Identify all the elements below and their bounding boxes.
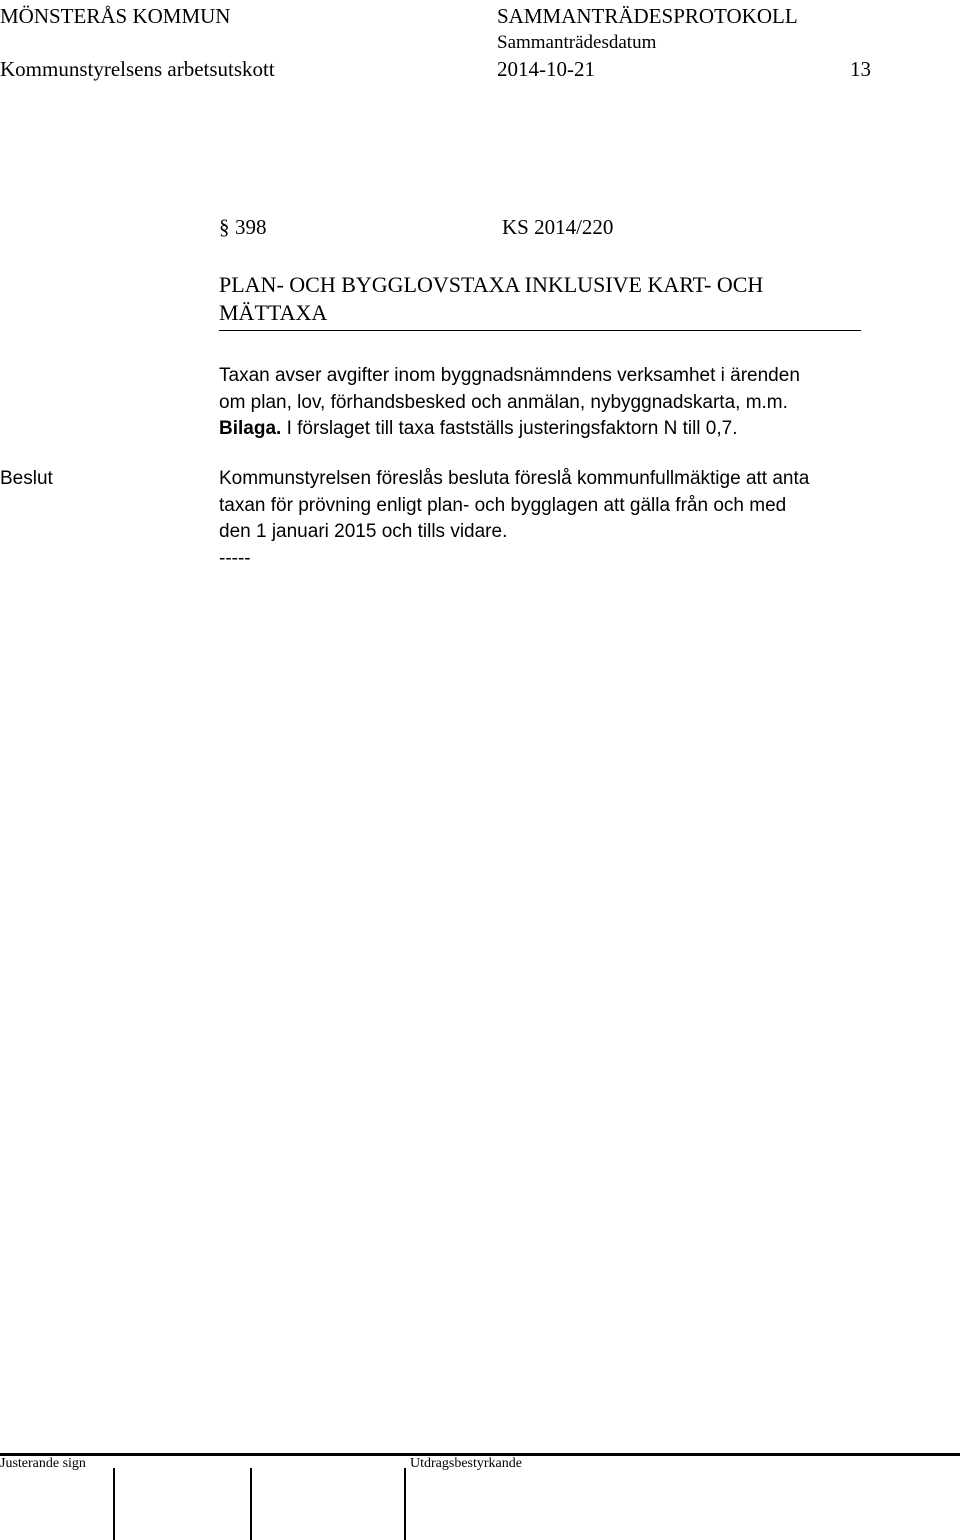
case-number: KS 2014/220 [502, 215, 614, 239]
attachment-text: I förslaget till taxa fastställs justeringsfaktorn N till 0,7. [286, 418, 738, 439]
section-title: PLAN- OCH BYGGLOVSTAXA INKLUSIVE KART- OCH MÄTTAXA [219, 272, 764, 325]
organization-name: MÖNSTERÅS KOMMUN [0, 4, 231, 28]
committee-name: Kommunstyrelsens arbetsutskott [0, 57, 275, 81]
decision-line: taxan för prövning enligt plan- och bygglagen att gälla från och med [219, 494, 787, 516]
signature-label: Justerande sign [0, 1456, 86, 1471]
signature-box-divider [113, 1468, 115, 1540]
meeting-date: 2014-10-21 [497, 57, 595, 81]
decision-text [219, 466, 909, 572]
description-line: om plan, lov, förhandsbesked och anmälan, nybyggnadskarta, m.m. [219, 391, 788, 413]
extract-certification-label: Utdragsbestyrkande [410, 1456, 522, 1471]
document-type: SAMMANTRÄDESPROTOKOLL [497, 4, 798, 28]
signature-box-divider [250, 1468, 252, 1540]
decision-label: Beslut [0, 468, 53, 489]
meeting-date-label: Sammanträdesdatum [497, 32, 657, 53]
section-number: 398 [235, 215, 267, 239]
attachment-label: Bilaga. [219, 418, 282, 439]
paragraph-sign: § [219, 215, 230, 239]
attachment-line [219, 416, 861, 443]
decision-line: Kommunstyrelsen föreslås besluta föreslå kommunfullmäktige att anta [219, 468, 810, 489]
title-underline [219, 330, 861, 331]
description-line: Taxan avser avgifter inom byggnadsnämndens verksamhet i ärenden [219, 365, 800, 386]
description-paragraph [219, 363, 861, 443]
page-number: 13 [850, 57, 871, 81]
decision-line: den 1 januari 2015 och tills vidare. [219, 521, 508, 542]
signature-box-divider [404, 1468, 406, 1540]
decision-end-marker: ----- [219, 547, 251, 569]
